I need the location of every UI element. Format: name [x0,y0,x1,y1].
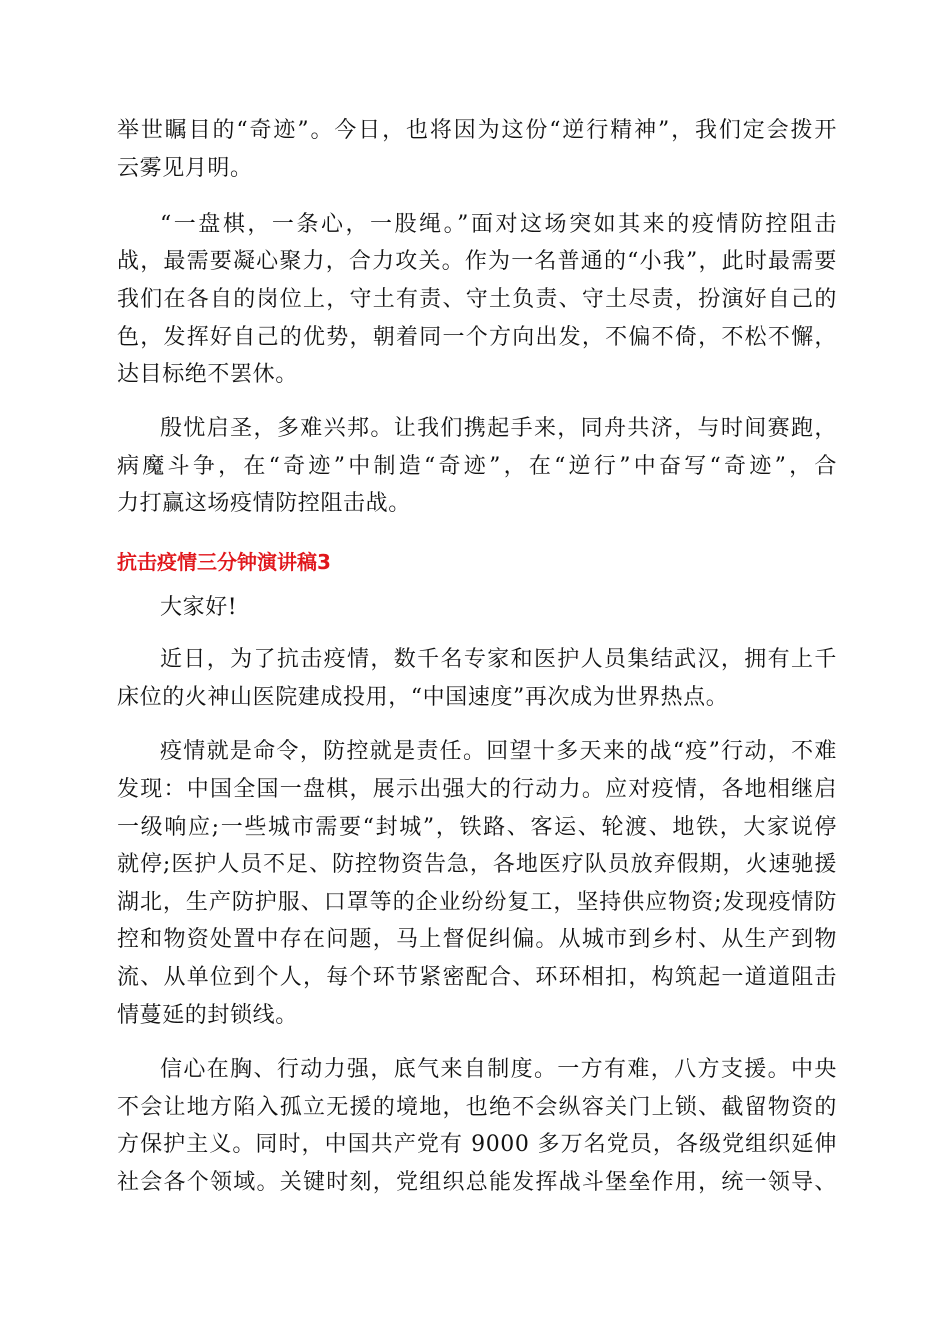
speech-paragraph-2-line-3: 一级响应;一些城市需要“封城”，铁路、客运、轮渡、地铁，大家说停 [117,815,837,840]
paragraph-3-line-3: 力打赢这场疫情防控阻击战。 [117,491,411,516]
speech-paragraph-2-line-4: 就停;医护人员不足、防控物资告急，各地医疗队员放弃假期，火速驰援 [117,852,837,877]
speech-paragraph-2-line-7: 流、从单位到个人，每个环节紧密配合、环环相扣，构筑起一道道阻击 [117,965,837,990]
speech-paragraph-2-line-8: 情蔓延的封锁线。 [117,1003,298,1028]
greeting-line: 大家好! [160,595,238,620]
speech-paragraph-3-line-3: 方保护主义。同时，中国共产党有 9000 多万名党员，各级党组织延伸 [117,1132,837,1157]
speech-paragraph-3-line-1: 信心在胸、行动力强，底气来自制度。一方有难，八方支援。中央 [160,1057,837,1082]
speech-paragraph-3-line-2: 不会让地方陷入孤立无援的境地，也绝不会纵容关门上锁、截留物资的 [117,1095,837,1120]
paragraph-2-line-5: 达目标绝不罢休。 [117,362,298,387]
paragraph-1-line-2: 云雾见月明。 [117,156,253,181]
paragraph-3-line-2: 病魔斗争，在“奇迹”中制造“奇迹”，在“逆行”中奋写“奇迹”，合 [117,454,837,479]
paragraph-2-line-3: 我们在各自的岗位上，守土有责、守土负责、守土尽责，扮演好自己的 [117,287,837,312]
speech-paragraph-2-line-2: 发现：中国全国一盘棋，展示出强大的行动力。应对疫情，各地相继启 [117,777,837,802]
paragraph-3-line-1: 殷忧启圣，多难兴邦。让我们携起手来，同舟共济，与时间赛跑， [160,416,837,441]
speech-paragraph-1-line-2: 床位的火神山医院建成投用，“中国速度”再次成为世界热点。 [117,685,729,710]
speech-paragraph-1-line-1: 近日，为了抗击疫情，数千名专家和医护人员集结武汉，拥有上千 [160,647,837,672]
section-heading: 抗击疫情三分钟演讲稿3 [117,550,331,574]
speech-paragraph-2-line-5: 湖北，生产防护服、口罩等的企业纷纷复工，坚持供应物资;发现疫情防 [117,890,837,915]
paragraph-2-line-4: 色，发挥好自己的优势，朝着同一个方向出发，不偏不倚，不松不懈， [117,325,837,350]
paragraph-2-line-1: “一盘棋，一条心，一股绳。”面对这场突如其来的疫情防控阻击 [160,212,837,237]
paragraph-1-line-1: 举世瞩目的“奇迹”。今日，也将因为这份“逆行精神”，我们定会拨开 [117,118,837,143]
speech-paragraph-2-line-1: 疫情就是命令，防控就是责任。回望十多天来的战“疫”行动，不难 [160,739,837,764]
speech-paragraph-2-line-6: 控和物资处置中存在问题，马上督促纠偏。从城市到乡村、从生产到物 [117,927,837,952]
speech-paragraph-3-line-4: 社会各个领域。关键时刻，党组织总能发挥战斗堡垒作用，统一领导、 [117,1170,837,1195]
paragraph-2-line-2: 战，最需要凝心聚力，合力攻关。作为一名普通的“小我”，此时最需要 [117,249,837,274]
